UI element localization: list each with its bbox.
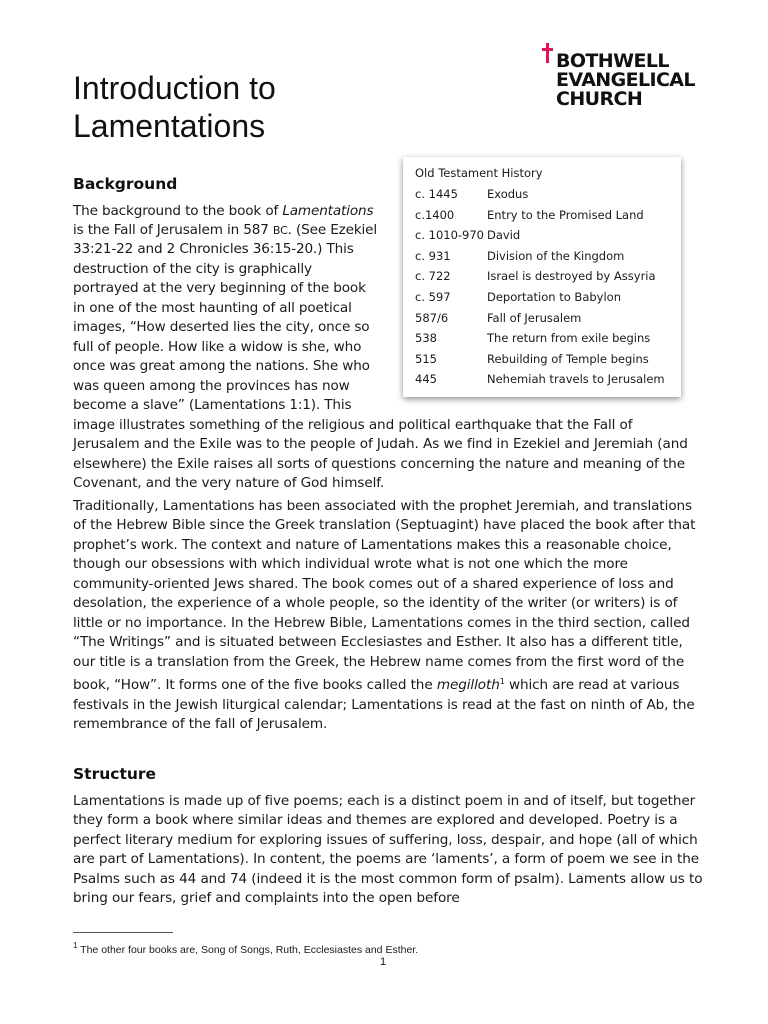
title-line-1: Introduction to	[73, 70, 276, 106]
bg-line-10: was queen among the provinces has now	[73, 378, 350, 394]
page-title	[73, 69, 276, 145]
bg-line-1: The background to the book of Lamentations	[73, 203, 374, 219]
bg-line-11: become a slave” (Lamentations 1:1). This	[73, 397, 352, 413]
timeline-title: Old Testament History	[415, 166, 543, 180]
footnote-divider	[73, 932, 173, 933]
bg-line-7: images, “How deserted lies the city, once so	[73, 319, 370, 335]
bc-abbrev: BC	[272, 224, 288, 237]
italic-lamentations: Lamentations	[282, 203, 374, 219]
bg-line-6: in one of the most haunting of all poetical	[73, 300, 352, 316]
logo-line-1: BOTHWELL	[556, 50, 669, 72]
bg-line-9: once was great among the nations. She who	[73, 358, 370, 374]
background-paragraph-2: Traditionally, Lamentations has been associated with the prophet Jeremiah, and translations of the Hebrew Bible since the Greek translation (Septuagint) have placed the book after that prophet’s work. The context and nature of Lamentations makes this a reasonable choice, though our obsessions with which individual wrote what is not one which the more community-oriented Jews shared. The book comes out of a shared experience of loss and desolation, the experience of a whole people, so the identity of the writer (or writers) is of little or no importance. In the Hebrew Bible, Lamentations comes in the third section, called “The Writings” and is situated between Ecclesiastes and Esther. It also has a different title, our title is a translation from the Greek, the Hebrew name comes from the first word of the book, “How”. It forms one of the five books called the megilloth$^1$ which are read at various festivals in the Jewish liturgical calendar; Lamentations is read at the fast on ninth of Ab, the remembrance of the fall of Jerusalem.	[73, 498, 696, 732]
italic-megilloth: megilloth	[436, 677, 500, 694]
footnote: $^1$ The other four books are, Song of Songs, Ruth, Ecclesiastes and Esther.	[73, 941, 419, 956]
logo-line-2: EVANGELICAL	[556, 69, 695, 91]
structure-paragraph: Lamentations is made up of five poems; each is a distinct poem in and of itself, but together they form a book where similar ideas and themes are explored and developed. Poetry is a perfect literary medium for exploring issues of suffering, loss, despair, and hope (all of which are part of Lamentations). In content, the poems are ‘laments’, a form of poem we see in the Psalms such as 44 and 74 (indeed it is the most common form of psalm). Laments allow us to bring our fears, grief and complaints into the open before	[73, 793, 703, 907]
timeline-box: Old Testament History c. 1445 Exodus c.1400 Entry to the Promised Land c. 1010-970 David c. 931 Division of the Kingdom c. 722 Israel is destroyed by Assyria c. 597 Deportation to Babylon 587/6 Fall of Jerusalem 538 The return from exile begins 515 Rebuilding of Temple begins 445 Nehemiah travels to Jerusalem	[403, 157, 681, 397]
title-line-2: Lamentations	[73, 108, 266, 144]
structure-heading: Structure	[73, 765, 157, 783]
page-number: 1	[380, 956, 387, 968]
logo-line-3: CHURCH	[556, 88, 643, 110]
bg-line-2: is the Fall of Jerusalem in 587 BC. (See Ezekiel	[73, 222, 378, 238]
background-heading: Background	[73, 175, 178, 193]
bg-line-4: destruction of the city is graphically	[73, 261, 312, 277]
footnote-ref[interactable]: 1	[499, 677, 505, 687]
bg-line-8: full of people. How like a widow is she, who	[73, 339, 362, 355]
cross-icon	[542, 43, 553, 63]
background-paragraph-1-continued: image illustrates something of the religious and political earthquake that the Fall of Jerusalem and the Exile was to the people of Judah. As we find in Ezekiel and Jeremiah (and elsewhere) the Exile raises all sorts of questions concerning the nature and meaning of the Covenant, and the very nature of God himself.	[73, 417, 688, 492]
bg-line-5: portrayed at the very beginning of the book	[73, 280, 366, 296]
bg-line-3: 33:21-22 and 2 Chronicles 36:15-20.) This	[73, 241, 354, 257]
footnote-marker: 1	[73, 941, 78, 950]
